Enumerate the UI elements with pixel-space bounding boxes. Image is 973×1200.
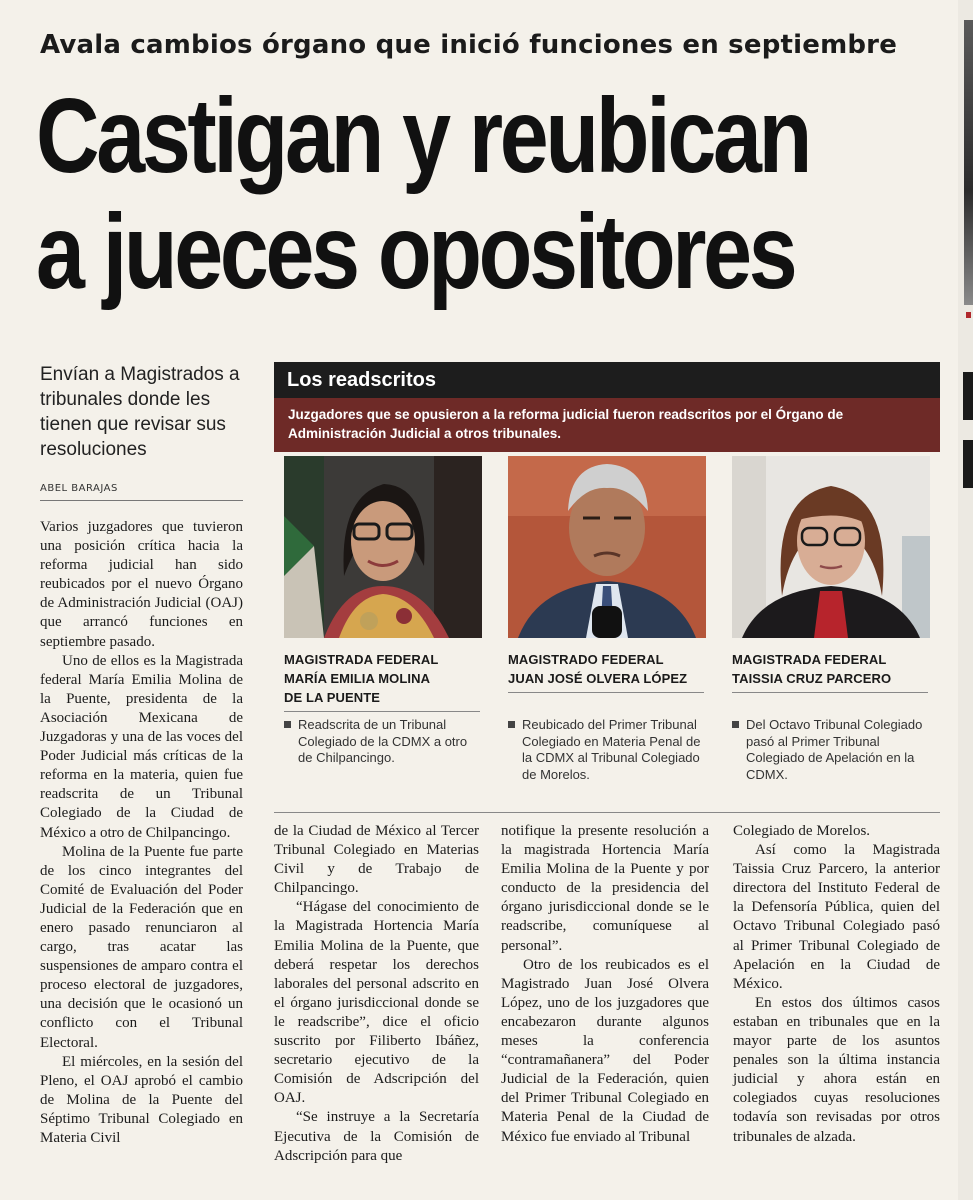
profile-note-text: Del Octavo Tribunal Colegiado pasó al Primer Tribunal Colegiado de Apelación en la CDMX. bbox=[746, 717, 923, 782]
profile-molina bbox=[284, 456, 482, 767]
portrait-photo bbox=[284, 456, 482, 638]
profile-note bbox=[508, 717, 706, 783]
profile-title: MAGISTRADA FEDERAL bbox=[284, 652, 439, 667]
profile-name-line: MARÍA EMILIA MOLINA bbox=[284, 671, 431, 686]
paragraph: Otro de los reubicados es el Magistrado Juan José Olvera López, uno de los juzgadores que encabezaron durante algunos meses la conferencia “contramañanera” del Poder Judicial de la Federación, quien del Primer Tribunal Colegiado en Materia Penal de la Ciudad de México fue enviado al Tribunal bbox=[501, 956, 709, 1145]
box-title: Los readscritos bbox=[274, 362, 940, 398]
box-subtitle: Juzgadores que se opusieron a la reforma judicial fueron readscritos por el Órgano de Administración Judicial a otros tribunales. bbox=[274, 398, 940, 452]
paragraph: notifique la presente resolución a la magistrada Hortencia María Emilia Molina de la Puente y por conducto de la presidencia del órgano jurisdiccional donde se le readscribe, comuníquese al personal”. bbox=[501, 823, 709, 954]
paragraph: Varios juzgadores que tuvieron una posición crítica hacia la reforma judicial han sido reubicados por el nuevo Órgano de Administración Judicial (OAJ) que arrancó funciones en septiembre pasado. bbox=[40, 519, 243, 650]
profile-olvera bbox=[508, 456, 706, 783]
kicker: Avala cambios órgano que inició funciones en septiembre bbox=[40, 30, 898, 60]
paragraph: Molina de la Puente fue parte de los cinco integrantes del Comité de Evaluación del Poder Judicial de la Federación que en enero pasado renunciaron al cargo, tras acatar las suspensiones de amparo contra el proceso electoral de juzgadores, una decisión que le ocasionó un conflicto con el Tribunal Electoral. bbox=[40, 843, 243, 1051]
profile-title: MAGISTRADA FEDERAL bbox=[732, 652, 887, 667]
profile-name-line: DE LA PUENTE bbox=[284, 690, 381, 705]
paragraph: “Se instruye a la Secretaría Ejecutiva de la Comisión de Adscripción para que bbox=[274, 1109, 479, 1164]
profile-note bbox=[732, 717, 930, 783]
adjacent-article-edge bbox=[958, 0, 973, 1200]
headline-line-2: a jueces opositores bbox=[36, 193, 795, 311]
article-column-3 bbox=[501, 822, 709, 1147]
profile-rule bbox=[732, 692, 928, 693]
article-column-2 bbox=[274, 822, 479, 1166]
paragraph: Uno de ellos es la Magistrada federal María Emilia Molina de la Puente, presidenta de la Asociación Mexicana de Juzgadoras y una de las voces del Poder Judicial más críticas de la reforma en la materia, quien fue readscrita de un Tribunal Colegiado de la Ciudad de México a otro de Chilpancingo. bbox=[40, 652, 243, 841]
article-deck: Envían a Magistrados a tribunales donde les tienen que revisar sus resoluciones bbox=[40, 364, 240, 460]
bullet-square-icon bbox=[732, 721, 739, 728]
profile-rule bbox=[284, 711, 480, 712]
portrait-photo bbox=[508, 456, 706, 638]
profile-name-line: TAISSIA CRUZ PARCERO bbox=[732, 671, 892, 686]
adjacent-red-mark bbox=[966, 312, 971, 318]
profile-name bbox=[284, 650, 482, 707]
profile-name bbox=[508, 650, 706, 688]
paragraph: El miércoles, en la sesión del Pleno, el OAJ aprobó el cambio de Molina de la Puente del Séptimo Tribunal Colegiado en Materia Civil bbox=[40, 1053, 243, 1146]
byline-rule bbox=[40, 500, 243, 501]
headline-line-1: Castigan y reubican bbox=[36, 77, 809, 195]
profile-note-text: Reubicado del Primer Tribunal Colegiado en Materia Penal de la CDMX al Tribunal Colegiado de Morelos. bbox=[522, 717, 701, 782]
profile-name bbox=[732, 650, 930, 688]
adjacent-headline-fragment bbox=[963, 440, 973, 488]
profile-cruz bbox=[732, 456, 930, 783]
profile-rule bbox=[508, 692, 704, 693]
profile-note-text: Readscrita de un Tribunal Colegiado de la CDMX a otro de Chilpancingo. bbox=[298, 717, 468, 765]
adjacent-headline-fragment bbox=[963, 372, 973, 420]
adjacent-photo-edge bbox=[964, 20, 973, 305]
profile-note bbox=[284, 717, 482, 767]
article-column-1 bbox=[40, 518, 243, 1148]
box-bottom-rule bbox=[274, 812, 940, 813]
headline bbox=[36, 77, 809, 311]
profile-title: MAGISTRADO FEDERAL bbox=[508, 652, 664, 667]
article-column-4 bbox=[733, 822, 940, 1147]
paragraph: de la Ciudad de México al Tercer Tribunal Colegiado en Materias Civil y de Trabajo de Chilpancingo. bbox=[274, 823, 479, 897]
paragraph: Colegiado de Morelos. bbox=[733, 823, 871, 839]
bullet-square-icon bbox=[284, 721, 291, 728]
paragraph: Así como la Magistrada Taissia Cruz Parcero, la anterior directora del Instituto Federal de la Defensoría Pública, quien del Octavo Tribunal Colegiado pasó al Primer Tribunal Colegiado de Apelación en la Ciudad de México. bbox=[733, 842, 940, 992]
bullet-square-icon bbox=[508, 721, 515, 728]
portrait-photo bbox=[732, 456, 930, 638]
profile-name-line: JUAN JOSÉ OLVERA LÓPEZ bbox=[508, 671, 688, 686]
paragraph: En estos dos últimos casos estaban en tribunales que en la mayor parte de los asuntos penales son la última instancia judicial y ahora están en colegiados cuyas resoluciones todavía son revisadas por otros tribunales de alzada. bbox=[733, 994, 940, 1145]
byline: ABEL BARAJAS bbox=[40, 483, 118, 494]
paragraph: “Hágase del conocimiento de la Magistrada Hortencia María Emilia Molina de la Puente, que deberá respetar los derechos laborales del personal adscrito en el órgano jurisdiccional donde se le readscribe”, dice el oficio suscrito por Filiberto Ibáñez, secretario ejecutivo de la Comisión de Adscripción del OAJ. bbox=[274, 899, 479, 1107]
